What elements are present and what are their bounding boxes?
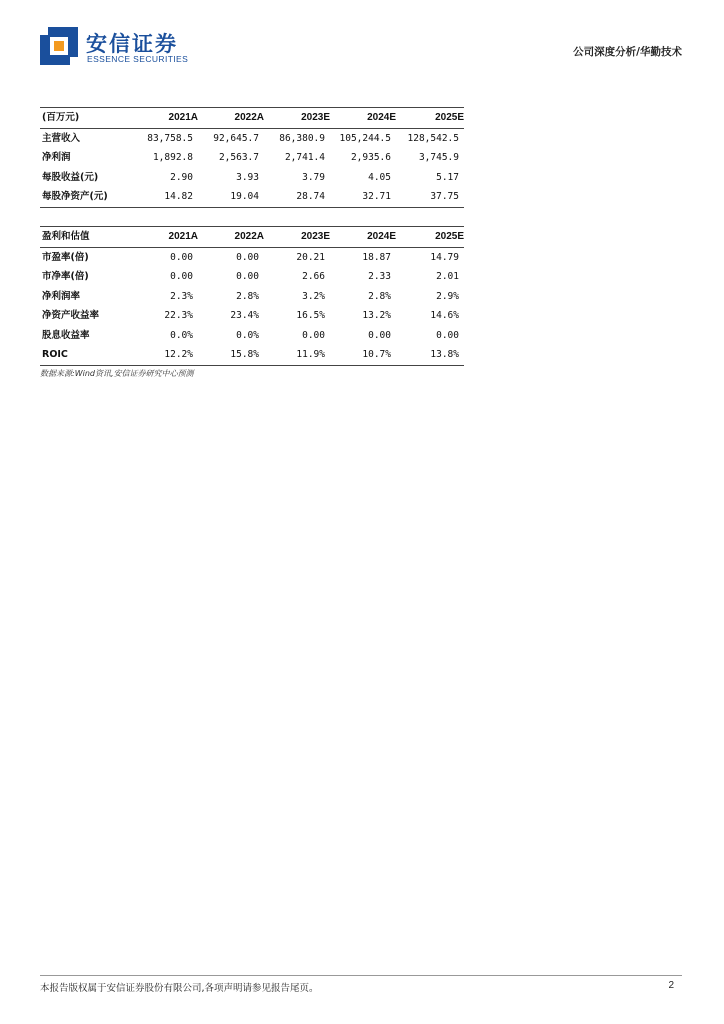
- column-header: 2021A: [168, 112, 198, 124]
- table-cell: 2.3%: [170, 290, 193, 302]
- financial-summary-table: [40, 107, 464, 208]
- row-label: 净利润: [42, 152, 71, 164]
- table-cell: 0.00: [236, 251, 259, 263]
- table-cell: 13.8%: [430, 349, 459, 361]
- table-cell: 32.71: [362, 191, 391, 203]
- table-cell: 2.33: [368, 271, 391, 283]
- column-header: 2021A: [168, 231, 198, 243]
- table-cell: 2.66: [302, 271, 325, 283]
- table-cell: 14.82: [164, 191, 193, 203]
- row-label: 净资产收益率: [42, 310, 100, 322]
- table-cell: 4.05: [368, 171, 391, 183]
- table-cell: 2,741.4: [284, 152, 325, 164]
- table-cell: 0.00: [368, 329, 391, 341]
- table-cell: 2.8%: [236, 290, 259, 302]
- table-cell: 2,935.6: [350, 152, 391, 164]
- column-header: 2024E: [367, 231, 396, 243]
- table-cell: 105,244.5: [339, 132, 391, 144]
- table-cell: 0.0%: [236, 329, 259, 341]
- table-cell: 0.00: [236, 271, 259, 283]
- table-cell: 128,542.5: [407, 132, 459, 144]
- table-cell: 0.00: [170, 271, 193, 283]
- table-cell: 92,645.7: [213, 132, 259, 144]
- table-cell: 15.8%: [230, 349, 259, 361]
- table-cell: 3.2%: [302, 290, 325, 302]
- footer-disclaimer: 本报告版权属于安信证券股份有限公司,各项声明请参见报告尾页。: [40, 983, 319, 994]
- row-label: 主营收入: [42, 132, 81, 144]
- valuation-table: [40, 226, 464, 366]
- table-cell: 23.4%: [230, 310, 259, 322]
- table-cell: 14.79: [430, 251, 459, 263]
- essence-logo-icon: [40, 27, 78, 65]
- company-logo: [40, 27, 190, 67]
- table-row: [40, 345, 464, 365]
- table-row: [40, 247, 464, 267]
- table-cell: 16.5%: [296, 310, 325, 322]
- table-row: [40, 267, 464, 287]
- report-type-label: 公司深度分析/华勤技术: [573, 46, 682, 58]
- table-cell: 2.90: [170, 171, 193, 183]
- column-header: 2024E: [367, 112, 396, 124]
- column-header: (百万元): [42, 112, 80, 124]
- table-header-row: [40, 227, 464, 248]
- row-label: 市净率(倍): [42, 271, 89, 283]
- table-cell: 18.87: [362, 251, 391, 263]
- table-row: [40, 128, 464, 148]
- table-cell: 0.00: [436, 329, 459, 341]
- row-label: 每股净资产(元): [42, 191, 108, 203]
- table-header-row: [40, 108, 464, 129]
- data-source-note: 数据来源:Wind资讯,安信证券研究中心预测: [40, 369, 194, 378]
- table-cell: 3.93: [236, 171, 259, 183]
- table-cell: 2.8%: [368, 290, 391, 302]
- table-cell: 2.9%: [436, 290, 459, 302]
- table-cell: 1,892.8: [152, 152, 193, 164]
- table-cell: 14.6%: [430, 310, 459, 322]
- footer-divider: [40, 975, 682, 976]
- table-row: [40, 326, 464, 346]
- column-header: 盈利和估值: [42, 231, 90, 243]
- table-row: [40, 148, 464, 168]
- table-cell: 22.3%: [164, 310, 193, 322]
- table-cell: 2,563.7: [218, 152, 259, 164]
- row-label: ROIC: [42, 349, 68, 361]
- logo-english-name: ESSENCE SECURITIES: [87, 54, 189, 64]
- column-header: 2025E: [435, 231, 464, 243]
- row-label: 净利润率: [42, 290, 81, 302]
- column-header: 2025E: [435, 112, 464, 124]
- table-cell: 20.21: [296, 251, 325, 263]
- logo-chinese-name: 安信证券: [86, 32, 178, 56]
- table-cell: 5.17: [436, 171, 459, 183]
- table-row: [40, 168, 464, 188]
- column-header: 2023E: [301, 112, 330, 124]
- table-cell: 83,758.5: [147, 132, 193, 144]
- table-cell: 10.7%: [362, 349, 391, 361]
- table-cell: 0.00: [302, 329, 325, 341]
- row-label: 每股收益(元): [42, 171, 99, 183]
- table-row: [40, 187, 464, 207]
- row-label: 市盈率(倍): [42, 251, 89, 263]
- table-cell: 37.75: [430, 191, 459, 203]
- table-row: [40, 287, 464, 307]
- table-cell: 0.0%: [170, 329, 193, 341]
- table-cell: 28.74: [296, 191, 325, 203]
- table-cell: 86,380.9: [279, 132, 325, 144]
- table-cell: 12.2%: [164, 349, 193, 361]
- table-cell: 13.2%: [362, 310, 391, 322]
- page-number: 2: [668, 980, 674, 991]
- table-cell: 11.9%: [296, 349, 325, 361]
- table-cell: 2.01: [436, 271, 459, 283]
- table-cell: 19.04: [230, 191, 259, 203]
- column-header: 2023E: [301, 231, 330, 243]
- table-cell: 3,745.9: [418, 152, 459, 164]
- table-cell: 0.00: [170, 251, 193, 263]
- column-header: 2022A: [234, 112, 264, 124]
- row-label: 股息收益率: [42, 329, 90, 341]
- table-cell: 3.79: [302, 171, 325, 183]
- column-header: 2022A: [234, 231, 264, 243]
- table-row: [40, 306, 464, 326]
